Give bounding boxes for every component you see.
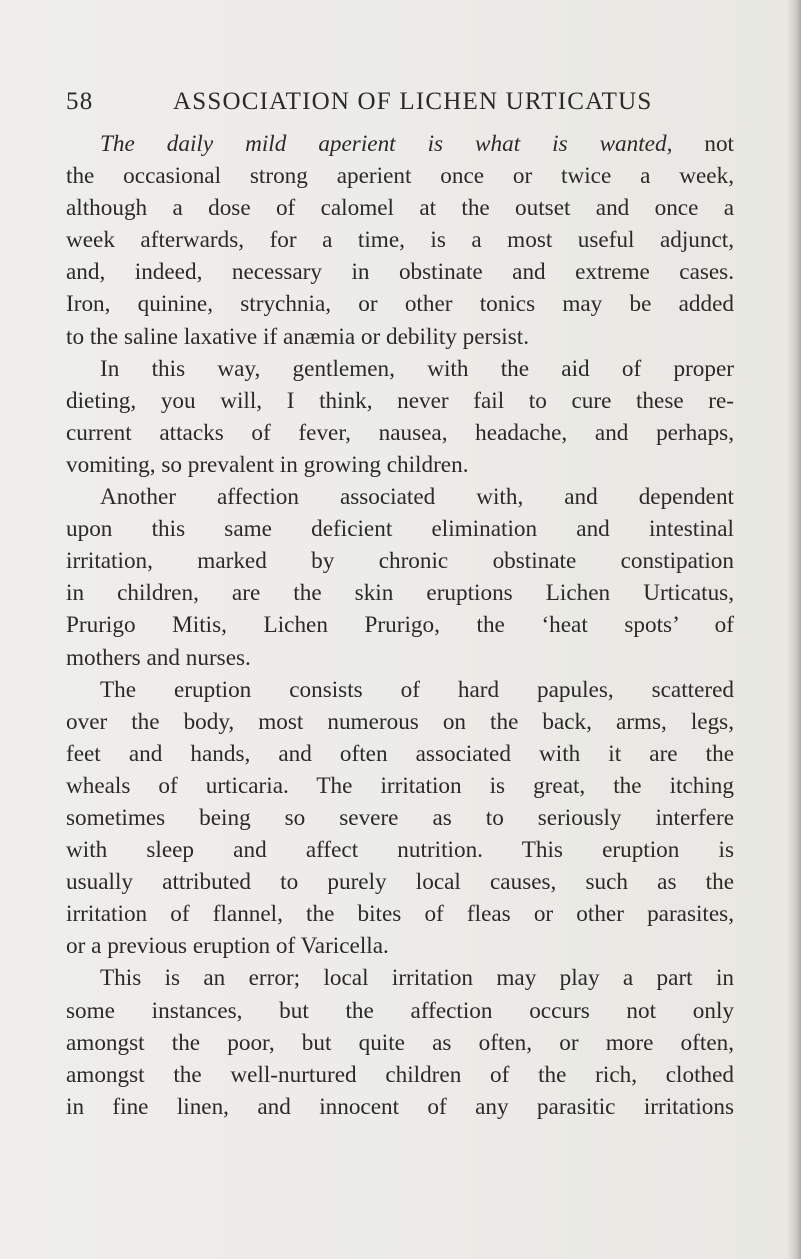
text-line: some instances, but the affection occurs not only <box>66 997 734 1024</box>
text-line: although a dose of calomel at the outset and once a <box>66 195 734 222</box>
text-line: This is an error; local irritation may play a part in <box>100 965 734 992</box>
text-line: feet and hands, and often associated with it are the <box>66 740 734 767</box>
text-line: mothers and nurses. <box>66 644 251 671</box>
running-head <box>66 88 726 128</box>
text-line: with sleep and affect nutrition. This eruption is <box>66 837 734 864</box>
body-text <box>66 128 734 1123</box>
text-line: or a previous eruption of Varicella. <box>66 933 389 960</box>
text-line: over the body, most numerous on the back, arms, legs, <box>66 708 734 735</box>
text-line: The eruption consists of hard papules, scattered <box>100 676 734 703</box>
text-line: vomiting, so prevalent in growing children. <box>66 451 469 478</box>
text-line: amongst the well-nurtured children of the rich, clothed <box>66 1061 734 1088</box>
text-line: in children, are the skin eruptions Lichen Urticatus, <box>66 580 734 607</box>
text-line: dieting, you will, I think, never fail to cure these re- <box>66 387 734 414</box>
text-line: usually attributed to purely local causes, such as the <box>66 869 734 896</box>
text-line: Prurigo Mitis, Lichen Prurigo, the ‘heat spots’ of <box>66 612 734 639</box>
text-line: Iron, quinine, strychnia, or other tonics may be added <box>66 291 734 318</box>
text-fragment: not <box>672 131 734 157</box>
text-line: In this way, gentlemen, with the aid of proper <box>100 355 734 382</box>
text-line: sometimes being so severe as to seriously interfere <box>66 804 734 831</box>
text-line: Another affection associated with, and dependent <box>100 484 734 511</box>
text-line: to the saline laxative if anæmia or debility persist. <box>66 323 529 350</box>
page-edge-shadow <box>787 0 801 1259</box>
text-line: week afterwards, for a time, is a most useful adjunct, <box>66 227 734 254</box>
running-title: ASSOCIATION OF LICHEN URTICATUS <box>173 88 653 115</box>
text-line: current attacks of fever, nausea, headache, and perhaps, <box>66 419 734 446</box>
text-line: the occasional strong aperient once or twice a week, <box>66 163 734 190</box>
page-number: 58 <box>66 88 94 115</box>
italic-phrase: The daily mild aperient is what is wanted, <box>100 131 673 157</box>
text-line: irritation of flannel, the bites of fleas or other parasites, <box>66 901 734 928</box>
text-line: in fine linen, and innocent of any parasitic irritations <box>66 1093 734 1120</box>
text-line: wheals of urticaria. The irritation is great, the itching <box>66 772 734 799</box>
text-line <box>66 128 734 160</box>
text-line: amongst the poor, but quite as often, or more often, <box>66 1029 734 1056</box>
text-line: and, indeed, necessary in obstinate and extreme cases. <box>66 259 734 286</box>
text-line: upon this same deficient elimination and intestinal <box>66 516 734 543</box>
text-line: irritation, marked by chronic obstinate constipation <box>66 548 734 575</box>
